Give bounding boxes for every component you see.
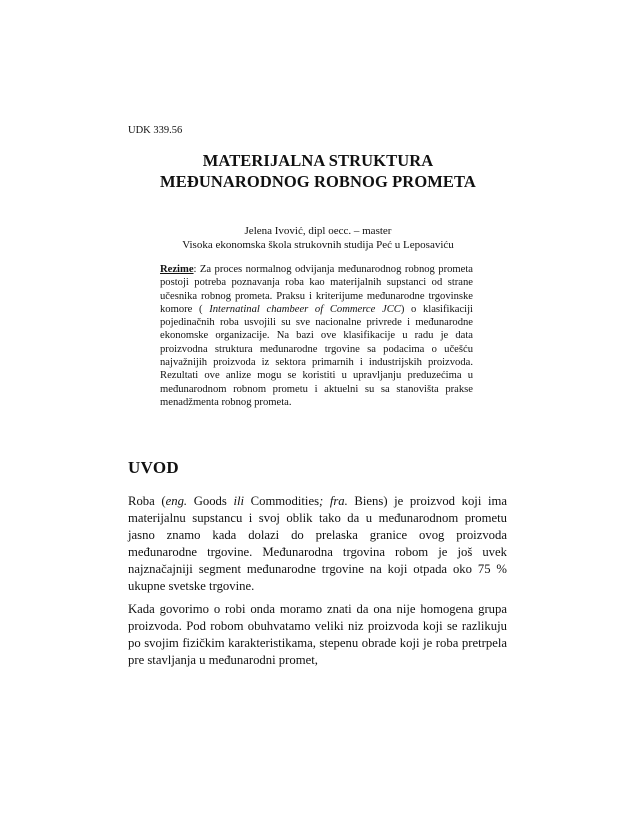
p1-text-b: Goods <box>187 494 234 508</box>
abstract-text-b: ) o klasifikaciji pojedinačnih roba usvojili su sve nacionalne privrede i međunarodne ekonomske organizacije. Na bazi ove klasifikacije u radu je data proizvodna struktura međunarodne trgovine sa podacima o učešću najvažnijih proizvoda iz sektora primarnih i industrijskih proizvoda. Rezultati ove anlize mogu se koristiti u upravljanju preduzećima u međunarodnom robnom prometu i aktuelni su sa stanovišta prakse menadžmenta robnog prometa. <box>160 303 473 408</box>
abstract-italic-org: Internatinal chambeer of Commerce JCC <box>209 303 401 315</box>
author-affiliation: Visoka ekonomska škola strukovnih studija Peć u Leposaviću <box>182 239 454 251</box>
abstract <box>160 263 473 409</box>
author-name: Jelena Ivović, dipl oecc. – master <box>244 225 392 237</box>
p1-eng: eng. <box>165 494 188 508</box>
p1-text-c: Commodities <box>244 494 320 508</box>
paper-title <box>128 150 508 192</box>
p1-ili: ili <box>233 494 245 508</box>
udk-code: UDK 339.56 <box>128 125 183 136</box>
author-block <box>128 224 508 252</box>
title-line-2: MEĐUNARODNOG ROBNOG PROMETA <box>160 172 476 191</box>
abstract-label: Rezime <box>160 264 194 275</box>
p1-text-d: Biens) je proizvod koji ima materijalnu supstancu i svoj oblik tako da u međunarodnom prometu jasno znamo kada dolazi do prelaska granice ovog proizvoda međunarodne trgovine. Međunarodna trgovina robom je još uvek najznačajniji segment međunarodne trgovine na koji otpada oko 75 % ukupne svetske trgovine. <box>128 494 507 593</box>
paragraph-2: Kada govorimo o robi onda moramo znati da ona nije homogena grupa proizvoda. Pod robom obuhvatamo veliki niz proizvoda koji se razlikuju po svojim fizičkim karakteristikama, stepenu obrade koji je roba pretrpela pre stavljanja u međunarodni promet, <box>128 602 507 667</box>
p1-semicolon: ; <box>319 494 330 508</box>
paragraph-1 <box>128 493 507 595</box>
title-line-1: MATERIJALNA STRUKTURA <box>202 151 434 170</box>
section-heading: UVOD <box>128 458 179 477</box>
p1-text-a: Roba ( <box>128 494 166 508</box>
abstract-text-a: : Za proces normalnog odvijanja međunarodnog robnog prometa postoji potreba poznavanja roba kao materijalnih supstanci od strane učesnika robnog prometa. Praksu i kriterijume međunarodne trgovinske komore ( <box>160 264 473 315</box>
p1-fra: fra. <box>329 494 348 508</box>
